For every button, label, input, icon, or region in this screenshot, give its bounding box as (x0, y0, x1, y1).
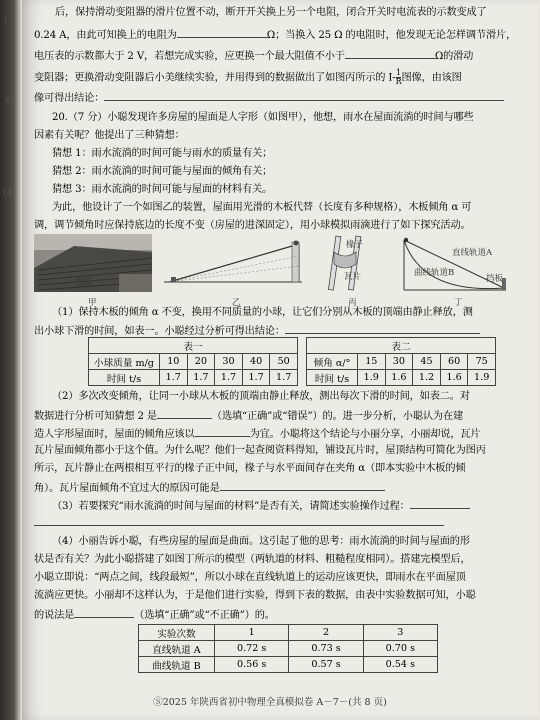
rafter-label: 椽子 (346, 240, 364, 250)
table-2-row-head: 时间 t/s (307, 370, 358, 386)
text-line: 出小球下滑的时间，如表一。小聪经过分析可得出结论： (34, 323, 534, 338)
text-line: 的说法是 （选填“正确”或“不正确”）的。 (34, 607, 534, 622)
text-line: 为此，他设计了一个如图乙的装置，屋面用光滑的木板代替（长度有多种规格），木板倾角 α 可 (52, 202, 472, 213)
answer-blank[interactable] (220, 480, 385, 491)
figure-label-bing: 丙 (348, 298, 357, 308)
answer-blank[interactable] (34, 515, 444, 526)
table-cell: 0.73 s (289, 641, 363, 657)
table-cell: 0.56 s (215, 657, 289, 673)
hypothesis-3: 猜想 3：雨水流淌的时间可能与屋面的材料有关。 (52, 184, 273, 195)
text-line: 0.24 A，由此可知换上的电阻为 Ω；当换入 25 Ω 的电阻时，他发现无论怎样调节滑片， (34, 27, 534, 42)
table-cell: 30 (215, 354, 243, 370)
table-3-header: 实验次数 (139, 625, 215, 641)
hypothesis-1: 猜想 1：雨水流淌的时间可能与雨水的质量有关； (52, 148, 273, 159)
text-line: 因素有关呢？他提出了三种猜想： (34, 130, 185, 141)
table-cell: 45 (413, 354, 441, 370)
table-cell: 1.7 (160, 370, 188, 386)
text-line: 数据进行分析可知猜想 2 是 （选填“正确”或“错误”）的。进一步分析，小聪认为在建 (34, 408, 534, 423)
text-line: 所示，瓦片静止在两根相互平行的椽子正中间，椽子与水平面间存在夹角 α（即本实验中木板的倾 (34, 463, 466, 474)
margin-mark: r (5, 96, 10, 106)
text-line: 像可得出结论： (34, 90, 534, 105)
subquestion-4: （4）小丽告诉小聪，有些房屋的屋面是曲面。这引起了他的思考：雨水流淌的时间与屋面的形 (52, 536, 470, 547)
table-cell: 直线轨道 A (139, 641, 215, 657)
table-cell: 60 (440, 354, 468, 370)
curved-track-label: 曲线轨道B (414, 268, 455, 278)
table-cell: 75 (468, 354, 496, 370)
figure-label-ding: 丁 (454, 298, 463, 308)
answer-blank[interactable] (345, 48, 435, 59)
text-line: 变阻器；更换滑动变阻器后小美继续实验，并用得到的数据做出了如图丙所示的 I- $\frac{1}{R}$ 图像，由该图 (34, 68, 462, 86)
table-1 (88, 337, 298, 386)
table-3-header: 3 (363, 625, 437, 641)
table-2 (306, 337, 496, 386)
table-cell: 1.6 (385, 370, 413, 386)
table-3-header: 1 (215, 625, 289, 641)
text-line: 电压表的示数都大于 2 V，若想完成实验，应更换一个最大阻值不小于 Ω的滑动 (34, 48, 534, 63)
text-line: 调，调节倾角时应保持底边的长度不变（房屋的进深固定），用小球模拟雨滴进行了如下探究活动。 (34, 220, 471, 231)
answer-blank[interactable] (74, 607, 134, 618)
figure-yi-inclined-board (164, 241, 302, 283)
figure-label-yi: 乙 (232, 298, 241, 308)
fraction-1-over-r: $\frac{1}{R}$ (395, 68, 402, 86)
table-2-title: 表二 (307, 338, 496, 354)
board-label: 挡板 (76, 278, 94, 288)
margin-mark: (4 (3, 189, 13, 199)
table-cell: 0.70 s (363, 641, 437, 657)
tile-label: 瓦片 (344, 272, 362, 282)
table-cell: 40 (242, 354, 270, 370)
subquestion-3: （3）若要探究“雨水流淌的时间与屋面的材料”是否有关，请简述实验操作过程： (52, 498, 534, 513)
subquestion-1: （1）保持木板的倾角 α 不变，换用不同质量的小球，让它们分别从木板的顶端由静止释放，测 (52, 307, 473, 318)
answer-blank[interactable] (177, 27, 267, 38)
table-cell: 0.57 s (289, 657, 363, 673)
margin-mark: ( (4, 16, 8, 26)
table-cell: 1.7 (270, 370, 298, 386)
table-2-row-head: 倾角 α/° (307, 354, 358, 370)
table-3 (138, 624, 438, 673)
text-line: 小聪立即说：“两点之间，线段最短”，所以小球在直线轨道上的运动应该更快，即雨水在平面屋顶 (34, 572, 466, 583)
table-cell: 1.2 (413, 370, 441, 386)
table-3-header: 2 (289, 625, 363, 641)
answer-blank[interactable] (410, 498, 470, 509)
text-line: 流淌应更快。小丽却不这样认为，于是他们进行实验，得到下表的数据，由表中实验数据可知，小聪 (34, 590, 476, 601)
table-cell: 1.7 (187, 370, 215, 386)
table-cell: 1.6 (440, 370, 468, 386)
text-line: 造人字形屋面时，屋面的倾角应该以 为宜。小聪将这个结论与小丽分享，小丽却说，瓦片 (34, 426, 534, 441)
subquestion-2: （2）多次改变倾角，让同一小球从木板的顶端由静止释放，测出每次下滑的时间，如表二。对 (52, 391, 470, 402)
table-cell: 10 (160, 354, 188, 370)
table-cell: 1.9 (468, 370, 496, 386)
baffle-label: 挡板 (486, 274, 504, 284)
question-20-stem: 20.（7 分）小聪发现许多房屋的屋面是人字形（如图甲），他想，雨水在屋面流淌的时间与哪些 (52, 112, 474, 123)
table-cell: 30 (385, 354, 413, 370)
answer-blank[interactable] (195, 426, 250, 437)
hypothesis-2: 猜想 2：雨水流淌的时间可能与屋面的倾角有关； (52, 166, 273, 177)
text-line: 瓦片屋面倾角都小于这个值。为什么呢？他们一起查阅资料得知，铺设瓦片时，屋顶结构可简化为图丙 (34, 445, 486, 456)
table-cell: 0.54 s (363, 657, 437, 673)
table-cell: 1.9 (358, 370, 386, 386)
table-cell: 50 (270, 354, 298, 370)
table-1-row-head: 小球质量 m/g (89, 354, 160, 370)
table-1-row-head: 时间 t/s (89, 370, 160, 386)
table-cell: 曲线轨道 B (139, 657, 215, 673)
table-cell: 1.7 (242, 370, 270, 386)
table-cell: 20 (187, 354, 215, 370)
table-cell: 0.72 s (215, 641, 289, 657)
table-1-title: 表一 (89, 338, 298, 354)
table-cell: 15 (358, 354, 386, 370)
text-line: 状是否有关？为此小聪搭建了如图丁所示的模型（两轨道的材料、粗糙程度相同）。搭建完模型后， (34, 554, 471, 565)
answer-blank[interactable] (285, 323, 480, 334)
answer-blank[interactable] (104, 90, 504, 101)
answer-line (34, 515, 534, 530)
text-line: 后，保持滑动变阻器的滑片位置不动，断开开关换上另一个电阻，闭合开关时电流表的示数变成了 (55, 7, 487, 18)
straight-track-label: 直线轨道A (452, 248, 493, 258)
answer-blank[interactable] (157, 408, 212, 419)
table-cell: 1.7 (215, 370, 243, 386)
figure-label-jia: 甲 (88, 298, 97, 308)
page-footer: Ⓢ2025 年陕西省初中物理全真模拟卷 A－7－(共 8 页) (153, 697, 387, 708)
text-line: 角）。瓦片屋面倾角不宜过大的原因可能是 (34, 480, 534, 495)
